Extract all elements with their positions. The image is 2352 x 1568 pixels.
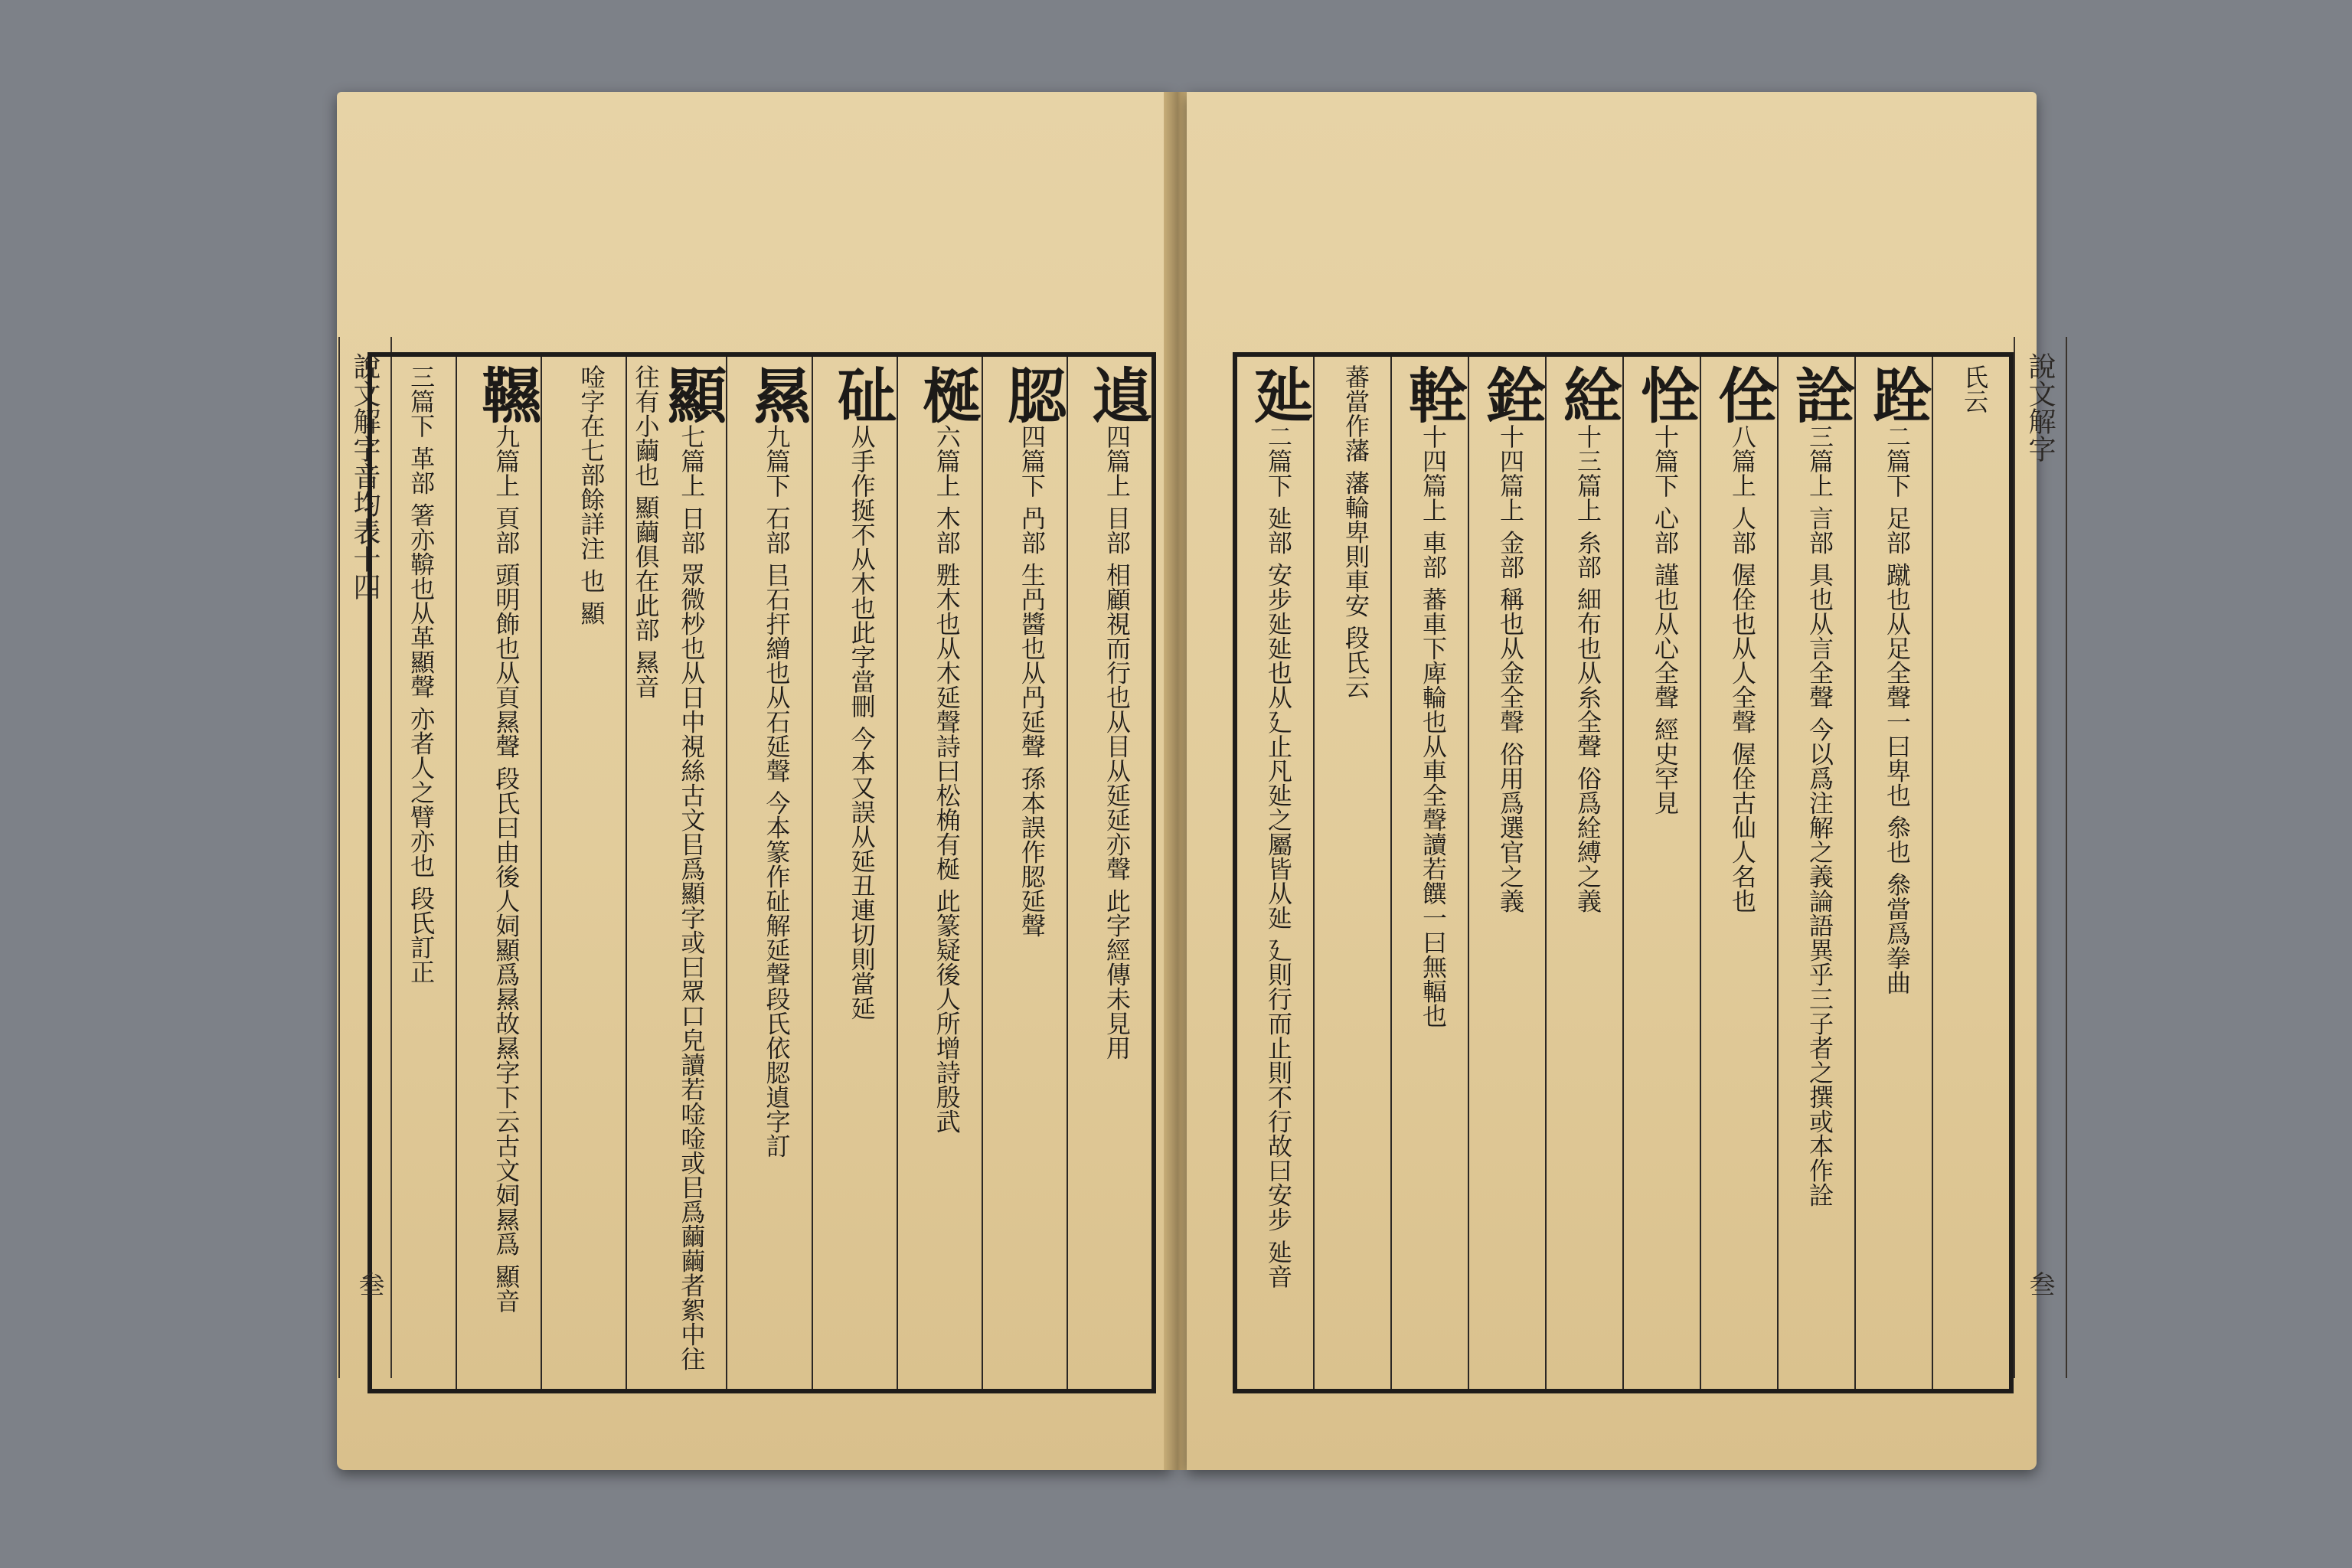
entry-heading: 梴 bbox=[912, 364, 982, 424]
text-column bbox=[1313, 357, 1390, 1389]
text-column bbox=[1854, 357, 1932, 1389]
entry-note: 十篇下 心部 謹也从心全聲 經史罕見 bbox=[1651, 424, 1680, 815]
entry-heading: 詮 bbox=[1785, 364, 1855, 424]
text-column bbox=[812, 357, 897, 1389]
entry-note: 唫字在七部餘詳注 也 顯 bbox=[577, 364, 606, 626]
text-column bbox=[1390, 357, 1468, 1389]
text-column bbox=[897, 357, 982, 1389]
entry-note: 从手作挻不从木也此字當刪 今本又誤从延丑連切則當延 bbox=[847, 424, 877, 1021]
entry-note: 六篇上 木部 㽒木也从木延聲詩曰松桷有梴 此篆疑後人所增詩殷武 bbox=[932, 424, 962, 1134]
entry-heading: 㢟 bbox=[1244, 364, 1314, 424]
entry-heading: 絟 bbox=[1553, 364, 1623, 424]
text-column bbox=[456, 357, 541, 1389]
entry-note: 三篇下 革部 箸亦鞥也从革顯聲 亦者人之臂亦也 段氏訂正 bbox=[407, 364, 436, 984]
left-folio: 叁 bbox=[354, 1271, 384, 1297]
text-column bbox=[1932, 357, 2009, 1389]
entry-heading: 佺 bbox=[1708, 364, 1778, 424]
entry-note: 二篇下 足部 蹴也从足全聲一曰卑也 叅也 叅當爲拳曲 bbox=[1883, 424, 1912, 995]
left-page bbox=[337, 92, 1171, 1470]
entry-note: 七篇上 日部 眾微杪也从日中視絲古文㠯爲顯字或曰眾口皃讀若唫唫或㠯爲繭繭者絮中往往有小繭也 顯繭俱在此部 㬎音 bbox=[631, 364, 707, 1371]
right-folio: 叁 bbox=[2024, 1271, 2055, 1297]
entry-note: 三篇上 言部 具也从言全聲 今以爲注解之義論語異乎三子者之撰或本作詮 bbox=[1805, 424, 1834, 1207]
entry-note: 十三篇上 糸部 細布也从糸全聲 俗爲絟縛之義 bbox=[1573, 424, 1602, 913]
text-column bbox=[1468, 357, 1545, 1389]
entry-note: 八篇上 人部 偓佺也从人全聲 偓佺古仙人名也 bbox=[1728, 424, 1757, 913]
right-text-frame bbox=[1233, 352, 2014, 1393]
right-margin-title: 說文解字 bbox=[2014, 337, 2067, 1378]
text-column bbox=[1237, 357, 1313, 1389]
entry-heading: 恮 bbox=[1631, 364, 1700, 424]
text-column bbox=[1067, 357, 1152, 1389]
entry-note: 四篇下 冎部 生冎醬也从冎延聲 孫本誤作䏰延聲 bbox=[1017, 424, 1047, 938]
text-column bbox=[1700, 357, 1777, 1389]
text-column bbox=[982, 357, 1067, 1389]
entry-heading: 跧 bbox=[1863, 364, 1932, 424]
text-column bbox=[1777, 357, 1854, 1389]
entry-heading: 㬎 bbox=[742, 364, 812, 424]
entry-heading: 䏰 bbox=[997, 364, 1067, 424]
entry-note: 十四篇上 金部 稱也从金全聲 俗用爲選官之義 bbox=[1496, 424, 1525, 913]
text-column bbox=[1622, 357, 1700, 1389]
entry-heading: 銓 bbox=[1476, 364, 1546, 424]
text-column bbox=[626, 357, 726, 1389]
entry-note: 九篇下 石部 㠯石扞繒也从石延聲 今本篆作砋解延聲段氏依䏰遉字訂 bbox=[762, 424, 792, 1158]
right-page bbox=[1187, 92, 2056, 1470]
text-column bbox=[1545, 357, 1622, 1389]
entry-heading: 砋 bbox=[827, 364, 897, 424]
text-column bbox=[372, 357, 456, 1389]
entry-note: 十四篇上 車部 蕃車下庳輪也从車全聲讀若饌一曰無輻也 bbox=[1419, 424, 1448, 1028]
entry-heading: 韅 bbox=[472, 364, 542, 424]
text-column bbox=[541, 357, 626, 1389]
entry-note: 四篇上 目部 相顧視而行也从目从延延亦聲 此字經傳未見用 bbox=[1102, 424, 1132, 1060]
open-book bbox=[337, 92, 2056, 1478]
entry-heading: 遉 bbox=[1083, 364, 1152, 424]
entry-note: 九篇上 頁部 頭明飾也从頁㬎聲 段氏曰由後人㚸顯爲㬎故㬎字下云古文㚸㬎爲 顯音 bbox=[492, 424, 521, 1313]
text-column bbox=[726, 357, 811, 1389]
left-text-frame bbox=[368, 352, 1156, 1393]
entry-heading: 輇 bbox=[1399, 364, 1468, 424]
entry-note: 二篇下 㢟部 安步㢟㢟也从廴止凡㢟之屬皆从㢟 廴則行而止則不行故曰安步 㢟音 bbox=[1264, 424, 1293, 1289]
entry-heading: 顯 bbox=[657, 364, 727, 424]
entry-note: 氏云 bbox=[1960, 364, 1989, 413]
entry-note: 蕃當作藩 藩輪卑則車安 段氏云 bbox=[1341, 364, 1370, 699]
left-margin-title: 說文解字音均表十四 bbox=[338, 337, 392, 1378]
